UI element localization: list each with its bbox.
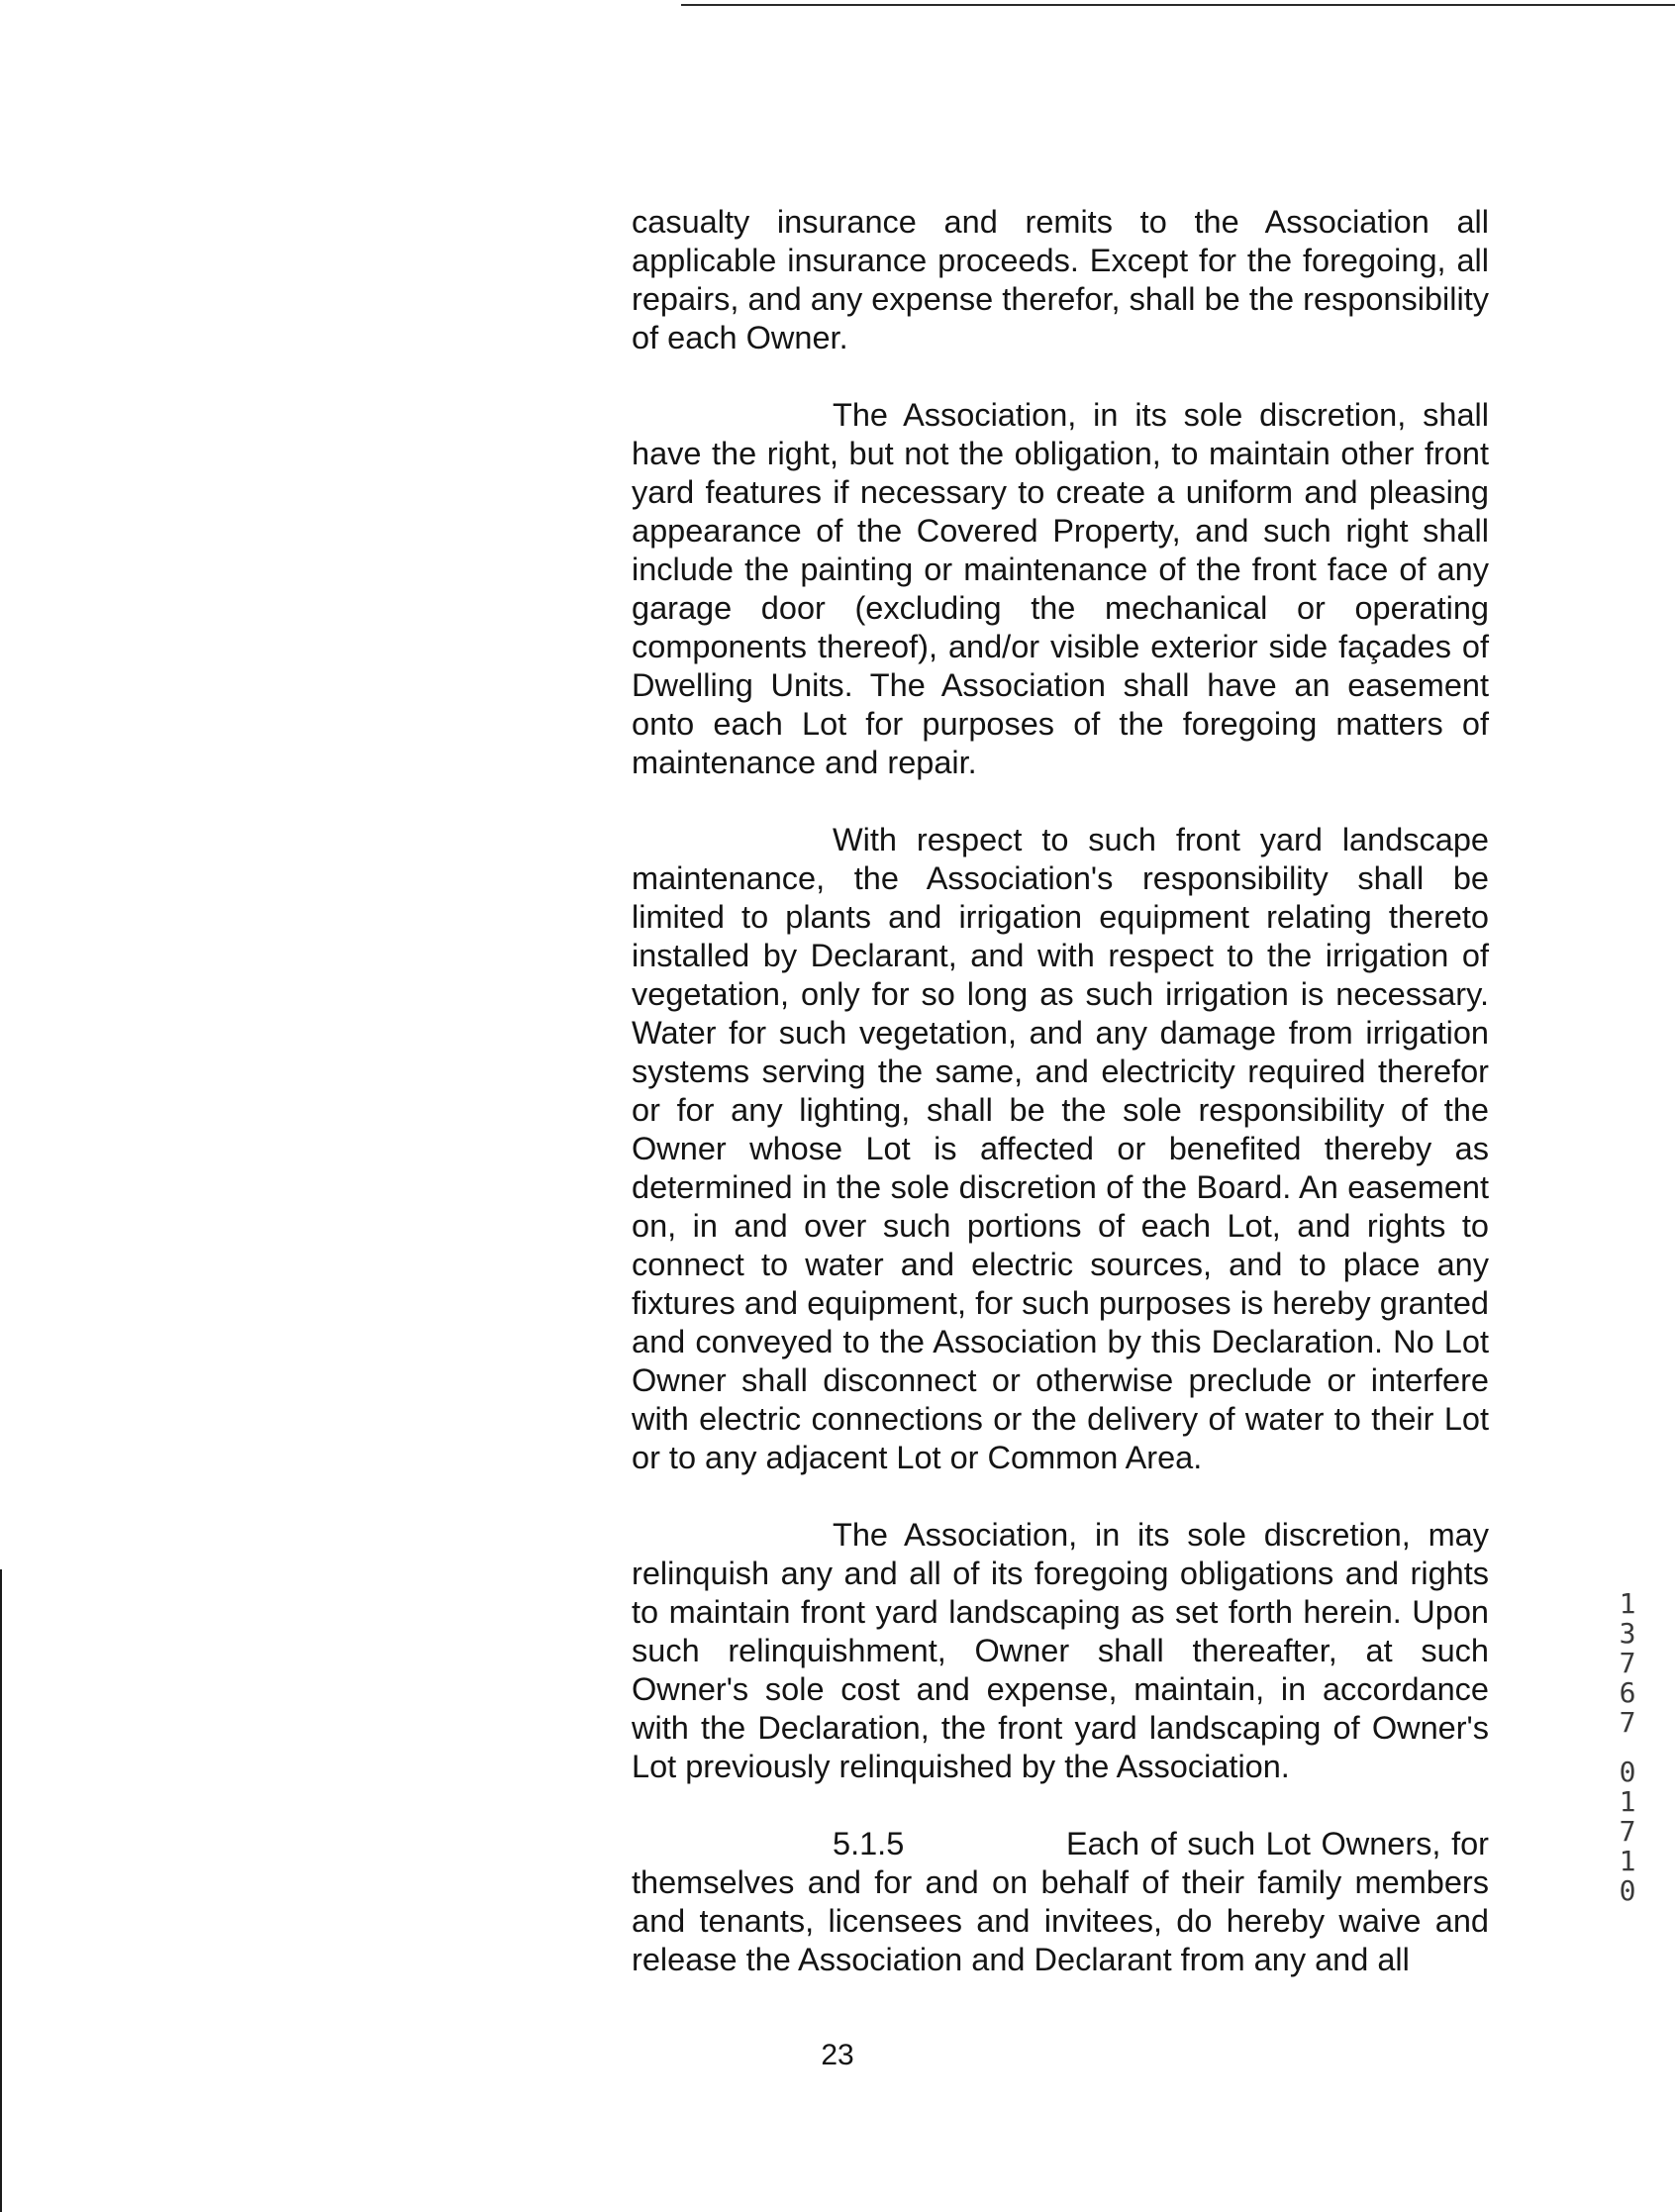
document-body [632, 203, 1489, 1979]
stamp-digit: 7 [1619, 1815, 1636, 1848]
section-5-1-5 [632, 1825, 1489, 1979]
paragraph-continued: casualty insurance and remits to the Association all applicable insurance proceeds. Except for the foregoing, all repairs, and any expense therefor, shall be the responsibility of each Owner. [632, 204, 1489, 355]
stamp-digit: 7 [1619, 1706, 1636, 1739]
stamp-gap [1614, 1738, 1641, 1758]
left-edge-line [0, 1569, 2, 2212]
page-number: 23 [821, 2039, 854, 2071]
paragraph-landscape-maintenance: With respect to such front yard landscape maintenance, the Association's responsibility shall be limited to plants and irrigation equipment relating thereto installed by Declarant, and with respect to the irrigation of vegetation, only for so long as such irrigation is necessary. Water for such vegetation, and any damage from irrigation systems serving the same, and electricity required therefor or for any lighting, shall be the sole responsibility of the Owner whose Lot is affected or benefited thereby as determined in the sole discretion of the Board. An easement on, in and over such portions of each Lot, and rights to connect to water and electric sources, and to place any fixtures and equipment, for such purposes is hereby granted and conveyed to the Association by this Declaration. No Lot Owner shall disconnect or otherwise preclude or interfere with electric connections or the delivery of water to their Lot or to any adjacent Lot or Common Area. [632, 822, 1489, 1475]
section-number: 5.1.5 [833, 1826, 905, 1861]
stamp-digit: 3 [1619, 1617, 1636, 1650]
paragraph-other-front-yard-features: The Association, in its sole discretion, shall have the right, but not the obligation, to maintain other front yard features if necessary to create a uniform and pleasing appearance of the Covered Property, and such right shall include the painting or maintenance of the front face of any garage door (excluding the mechanical or operating components thereof), and/or visible exterior side façades of Dwelling Units. The Association shall have an easement onto each Lot for purposes of the foregoing matters of maintenance and repair. [632, 397, 1489, 780]
top-rule [681, 4, 1675, 6]
recording-stamp [1614, 1589, 1641, 1906]
section-text: Each of such Lot Owners, for themselves and for and on behalf of their family members and tenants, licensees and invitees, do hereby waive and release the Association and Declarant from any and all [632, 1826, 1489, 1977]
paragraph-relinquishment: The Association, in its sole discretion, may relinquish any and all of its foregoing obligations and rights to maintain front yard landscaping as set forth herein. Upon such relinquishment, Owner shall thereafter, at such Owner's sole cost and expense, maintain, in accordance with the Declaration, the front yard landscaping of Owner's Lot previously relinquished by the Association. [632, 1517, 1489, 1784]
stamp-digit: 6 [1619, 1676, 1636, 1709]
stamp-digit: 7 [1619, 1647, 1636, 1679]
stamp-digit: 1 [1619, 1845, 1636, 1877]
stamp-digit: 0 [1619, 1874, 1636, 1907]
stamp-digit: 0 [1619, 1756, 1636, 1788]
stamp-digit: 1 [1619, 1785, 1636, 1818]
stamp-digit: 1 [1619, 1587, 1636, 1620]
